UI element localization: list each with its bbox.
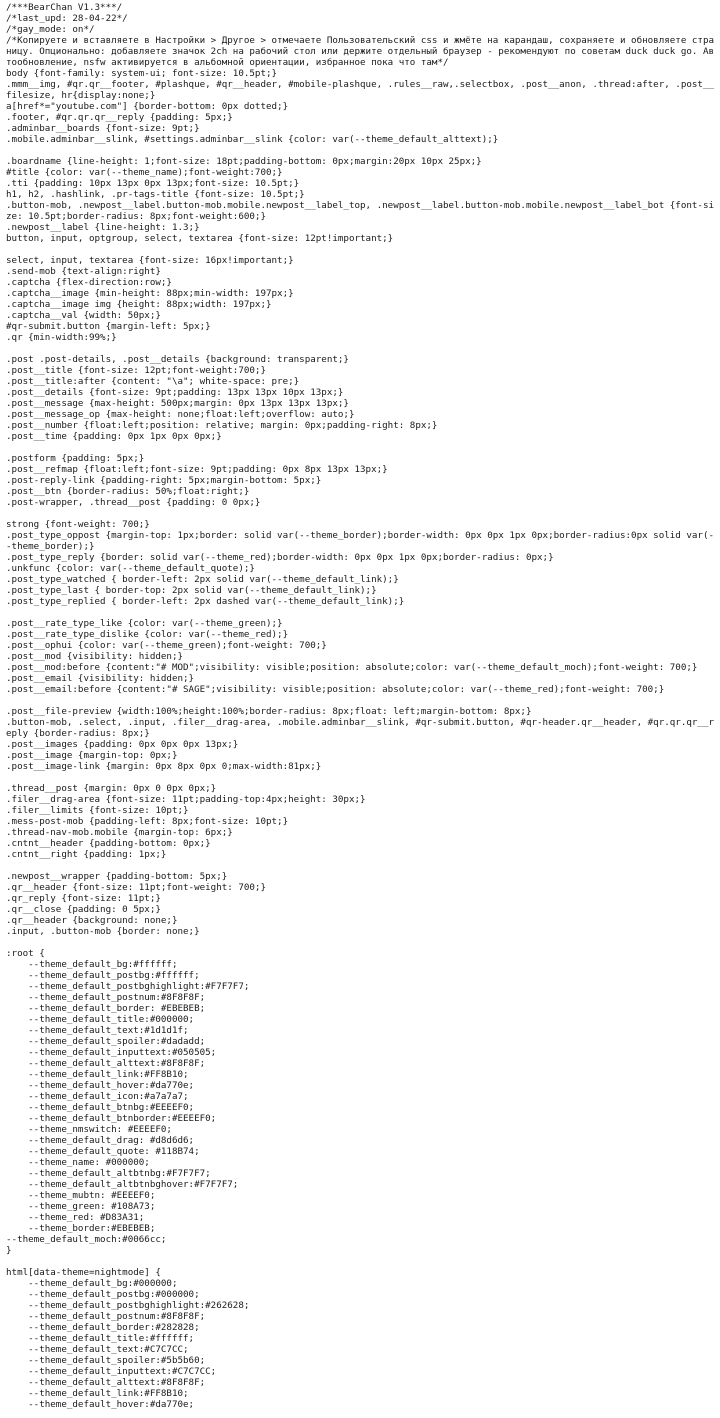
code-line: #title {color: var(--theme_name);font-weight:700;} (6, 167, 283, 178)
code-line: .mobile.adminbar__slink, #settings.adminbar__slink {color: var(--theme_default_alttext);} (6, 134, 499, 145)
code-line: .newpost__label {line-height: 1.3;} (6, 222, 200, 233)
code-line (6, 343, 714, 354)
code-line: /*gay_mode: on*/ (6, 24, 95, 35)
code-line: --theme_default_drag: #d8d6d6; (6, 1135, 195, 1146)
code-line: --theme_default_title:#000000; (6, 1014, 195, 1025)
code-line: --theme_default_bg:#000000; (6, 1278, 178, 1289)
code-line: .adminbar__boards {font-size: 9pt;} (6, 123, 200, 134)
code-line: .cntnt__right {padding: 1px;} (6, 849, 167, 860)
code-line: .post__email {visibility: hidden;} (6, 673, 195, 684)
code-line: --theme_default_bg:#ffffff; (6, 959, 178, 970)
code-line: .captcha {flex-direction:row;} (6, 277, 172, 288)
code-line: --theme_default_btnbg:#EEEEF0; (6, 1102, 195, 1113)
code-line: .post__images {padding: 0px 0px 0px 13px;} (6, 739, 239, 750)
code-line: .mmm__img, #qr.qr__footer, #plashque, #qr__header, #mobile-plashque, .rules__raw,.selectbox, .post__anon, .thread:after, .post__filesize, hr{display:none;} (6, 79, 715, 101)
code-line: .mess-post-mob {padding-left: 8px;font-size: 10pt;} (6, 816, 289, 827)
code-line (6, 442, 714, 453)
code-line: .captcha__val {width: 50px;} (6, 310, 161, 321)
code-line: .button-mob, .newpost__label.button-mob.mobile.newpost__label_top, .newpost__label.button-mob.mobile.newpost__label_bot {font-size: 10.5pt;border-radius: 8px;font-weight:600;} (6, 200, 715, 222)
code-line: --theme_default_btnborder:#EEEEF0; (6, 1113, 217, 1124)
code-line: --theme_name: #000000; (6, 1157, 150, 1168)
code-line: .qr_reply {font-size: 11pt;} (6, 893, 161, 904)
code-line: .post__file-preview {width:100%;height:100%;border-radius: 8px;float: left;margin-bottom: 8px;} (6, 706, 532, 717)
code-line: .post__number {float:left;position: relative; margin: 0px;padding-right: 8px;} (6, 420, 438, 431)
code-line: --theme_default_postbg:#000000; (6, 1289, 200, 1300)
code-line (6, 695, 714, 706)
code-line: #qr-submit.button {margin-left: 5px;} (6, 321, 211, 332)
code-line (6, 937, 714, 948)
code-line: .post__title:after {content: "\a"; white-space: pre;} (6, 376, 300, 387)
code-line: } (6, 1245, 12, 1256)
code-line: .post__rate_type_like {color: var(--theme_green);} (6, 618, 283, 629)
code-line: .captcha__image img {height: 88px;width: 197px;} (6, 299, 272, 310)
code-line: .thread__post {margin: 0px 0 0px 0px;} (6, 783, 217, 794)
code-line: html[data-theme=nightmode] { (6, 1267, 161, 1278)
code-line: .qr {min-width:99%;} (6, 332, 117, 343)
code-line: --theme_default_alttext:#8F8F8F; (6, 1058, 206, 1069)
code-line: .button-mob, .select, .input, .filer__drag-area, .mobile.adminbar__slink, #qr-submit.button, #qr-header.qr__header, #qr.qr.qr__reply {border-radius: 8px;} (6, 717, 715, 739)
code-line: .post_type_reply {border: solid var(--theme_red);border-width: 0px 0px 1px 0px;border-radius: 0px;} (6, 552, 554, 563)
code-line: .newpost__wrapper {padding-bottom: 5px;} (6, 871, 228, 882)
code-line: --theme_default_postbg:#ffffff; (6, 970, 200, 981)
code-line: --theme_default_altbtnbg:#F7F7F7; (6, 1168, 211, 1179)
code-line: .post__btn {border-radius: 50%;float:right;} (6, 486, 250, 497)
code-line: --theme_default_inputtext:#C7C7CC; (6, 1366, 217, 1377)
code-line: /***BearChan V1.3***/ (6, 2, 123, 13)
code-line: .thread-nav-mob.mobile {margin-top: 6px;} (6, 827, 233, 838)
code-line (6, 772, 714, 783)
code-line: --theme_default_postnum:#8F8F8F; (6, 1311, 206, 1322)
code-line: .post__ophui {color: var(--theme_green);font-weight: 700;} (6, 640, 327, 651)
code-line: .post__time {padding: 0px 1px 0px 0px;} (6, 431, 222, 442)
code-line: .post-wrapper, .thread__post {padding: 0 0px;} (6, 497, 261, 508)
code-line: .post_type_replied { border-left: 2px dashed var(--theme_default_link);} (6, 596, 405, 607)
code-line: /*last_upd: 28-04-22*/ (6, 13, 128, 24)
code-line: --theme_default_quote: #118B74; (6, 1146, 200, 1157)
code-line: --theme_default_link:#FF8B10; (6, 1069, 189, 1080)
code-line: .post__image-link {margin: 0px 8px 0px 0;max-width:81px;} (6, 761, 322, 772)
code-line: --theme_red: #D83A31; (6, 1212, 145, 1223)
code-line: body {font-family: system-ui; font-size: 10.5pt;} (6, 68, 278, 79)
code-line: .post .post-details, .post__details {background: transparent;} (6, 354, 349, 365)
code-line: :root { (6, 948, 45, 959)
code-line: .input, .button-mob {border: none;} (6, 926, 200, 937)
code-line: --theme_default_altbtnbghover:#F7F7F7; (6, 1179, 239, 1190)
code-line (6, 244, 714, 255)
code-line: --theme_default_icon:#a7a7a7; (6, 1091, 189, 1102)
code-line (6, 1256, 714, 1267)
code-line: .post__rate_type_dislike {color: var(--theme_red);} (6, 629, 289, 640)
code-line: .qr__header {font-size: 11pt;font-weight: 700;} (6, 882, 266, 893)
code-line: .post__email:before {content:"# SAGE";visibility: visible;position: absolute;color: var(--theme_red);font-weight: 700;} (6, 684, 665, 695)
code-line: --theme_default_border: #EBEBEB; (6, 1003, 206, 1014)
code-line: --theme_default_postnum:#8F8F8F; (6, 992, 206, 1003)
code-line (6, 145, 714, 156)
code-line: --theme_default_alttext:#8F8F8F; (6, 1377, 206, 1388)
code-line: strong {font-weight: 700;} (6, 519, 150, 530)
code-line: .send-mob {text-align:right} (6, 266, 161, 277)
code-line: .post__message_op {max-height: none;float:left;overflow: auto;} (6, 409, 355, 420)
code-line: .post__mod:before {content:"# MOD";visibility: visible;position: absolute;color: var(--theme_default_moch);font-weight: 700;} (6, 662, 698, 673)
code-line: --theme_default_text:#1d1d1f; (6, 1025, 189, 1036)
code-line: .post_type_last { border-top: 2px solid var(--theme_default_link);} (6, 585, 377, 596)
code-line: .footer, #qr.qr.qr__reply {padding: 5px;} (6, 112, 233, 123)
code-line: .cntnt__header {padding-bottom: 0px;} (6, 838, 211, 849)
code-line: --theme_default_hover:#da770e; (6, 1080, 195, 1091)
code-line: --theme_default_moch:#0066cc; (6, 1234, 167, 1245)
code-line: --theme_default_postbghighlight:#F7F7F7; (6, 981, 250, 992)
code-line: --theme_nmswitch: #EEEEF0; (6, 1124, 172, 1135)
code-line: .post__title {font-size: 12pt;font-weight:700;} (6, 365, 266, 376)
code-line: .post__details {font-size: 9pt;padding: 13px 13px 10px 13px;} (6, 387, 344, 398)
code-line: --theme_default_hover:#da770e; (6, 1399, 195, 1410)
code-line: .post__message {max-height: 500px;margin: 0px 13px 13px 13px;} (6, 398, 349, 409)
code-line: .filer__limits {font-size: 10pt;} (6, 805, 189, 816)
code-line: --theme_mubtn: #EEEEF0; (6, 1190, 156, 1201)
code-line: .post__image {margin-top: 0px;} (6, 750, 178, 761)
code-line (6, 508, 714, 519)
code-line: --theme_default_border:#282828; (6, 1322, 200, 1333)
code-line: button, input, optgroup, select, textarea {font-size: 12pt!important;} (6, 233, 394, 244)
code-line: --theme_green: #108A73; (6, 1201, 156, 1212)
code-line: /*Копируете и вставляете в Настройки > Другое > отмечаете Пользовательский css и жмёте на карандаш, сохраняете и обновляете страницу. Опционально: добавляете значок 2ch на рабочий стол или держите отдельный браузер - рекомендуют по советам duck duck go. Автообновление, nsfw активируется в альбомной ориентации, избранное пока что там*/ (6, 35, 715, 68)
code-line: --theme_default_link:#FF8B10; (6, 1388, 189, 1399)
code-line: --theme_default_postbghighlight:#262628; (6, 1300, 250, 1311)
code-line: .captcha__image {min-height: 88px;min-width: 197px;} (6, 288, 294, 299)
code-line (6, 860, 714, 871)
code-line: .post_type_watched { border-left: 2px solid var(--theme_default_link);} (6, 574, 399, 585)
code-line: --theme_default_spoiler:#dadadd; (6, 1036, 206, 1047)
code-line: --theme_border:#EBEBEB; (6, 1223, 156, 1234)
code-line: .tti {padding: 10px 13px 0px 13px;font-size: 10.5pt;} (6, 178, 300, 189)
code-line: .boardname {line-height: 1;font-size: 18pt;padding-bottom: 0px;margin:20px 10px 25px;} (6, 156, 482, 167)
code-line: --theme_default_title:#ffffff; (6, 1333, 195, 1344)
code-line: a[href*="youtube.com"] {border-bottom: 0px dotted;} (6, 101, 289, 112)
code-line: .qr__header {background: none;} (6, 915, 178, 926)
code-line: h1, h2, .hashlink, .pr-tags-title {font-size: 10.5pt;} (6, 189, 305, 200)
code-line: --theme_default_inputtext:#050505; (6, 1047, 217, 1058)
code-line: .post-reply-link {padding-right: 5px;margin-bottom: 5px;} (6, 475, 322, 486)
code-line: .postform {padding: 5px;} (6, 453, 145, 464)
code-line: select, input, textarea {font-size: 16px!important;} (6, 255, 294, 266)
code-line: .filer__drag-area {font-size: 11pt;padding-top:4px;height: 30px;} (6, 794, 366, 805)
code-line: --theme_default_spoiler:#5b5b60; (6, 1355, 206, 1366)
code-line: .unkfunc {color: var(--theme_default_quote);} (6, 563, 255, 574)
code-line: --theme_default_text:#C7C7CC; (6, 1344, 189, 1355)
code-line: .post__refmap {float:left;font-size: 9pt;padding: 0px 8px 13px 13px;} (6, 464, 388, 475)
code-line: .post_type_oppost {margin-top: 1px;border: solid var(--theme_border);border-width: 0px 0px 1px 0px;border-radius:0px solid var(--theme_border);} (6, 530, 715, 552)
code-line: .qr__close {padding: 0 5px;} (6, 904, 161, 915)
code-line: .post__mod {visibility: hidden;} (6, 651, 184, 662)
code-line (6, 607, 714, 618)
